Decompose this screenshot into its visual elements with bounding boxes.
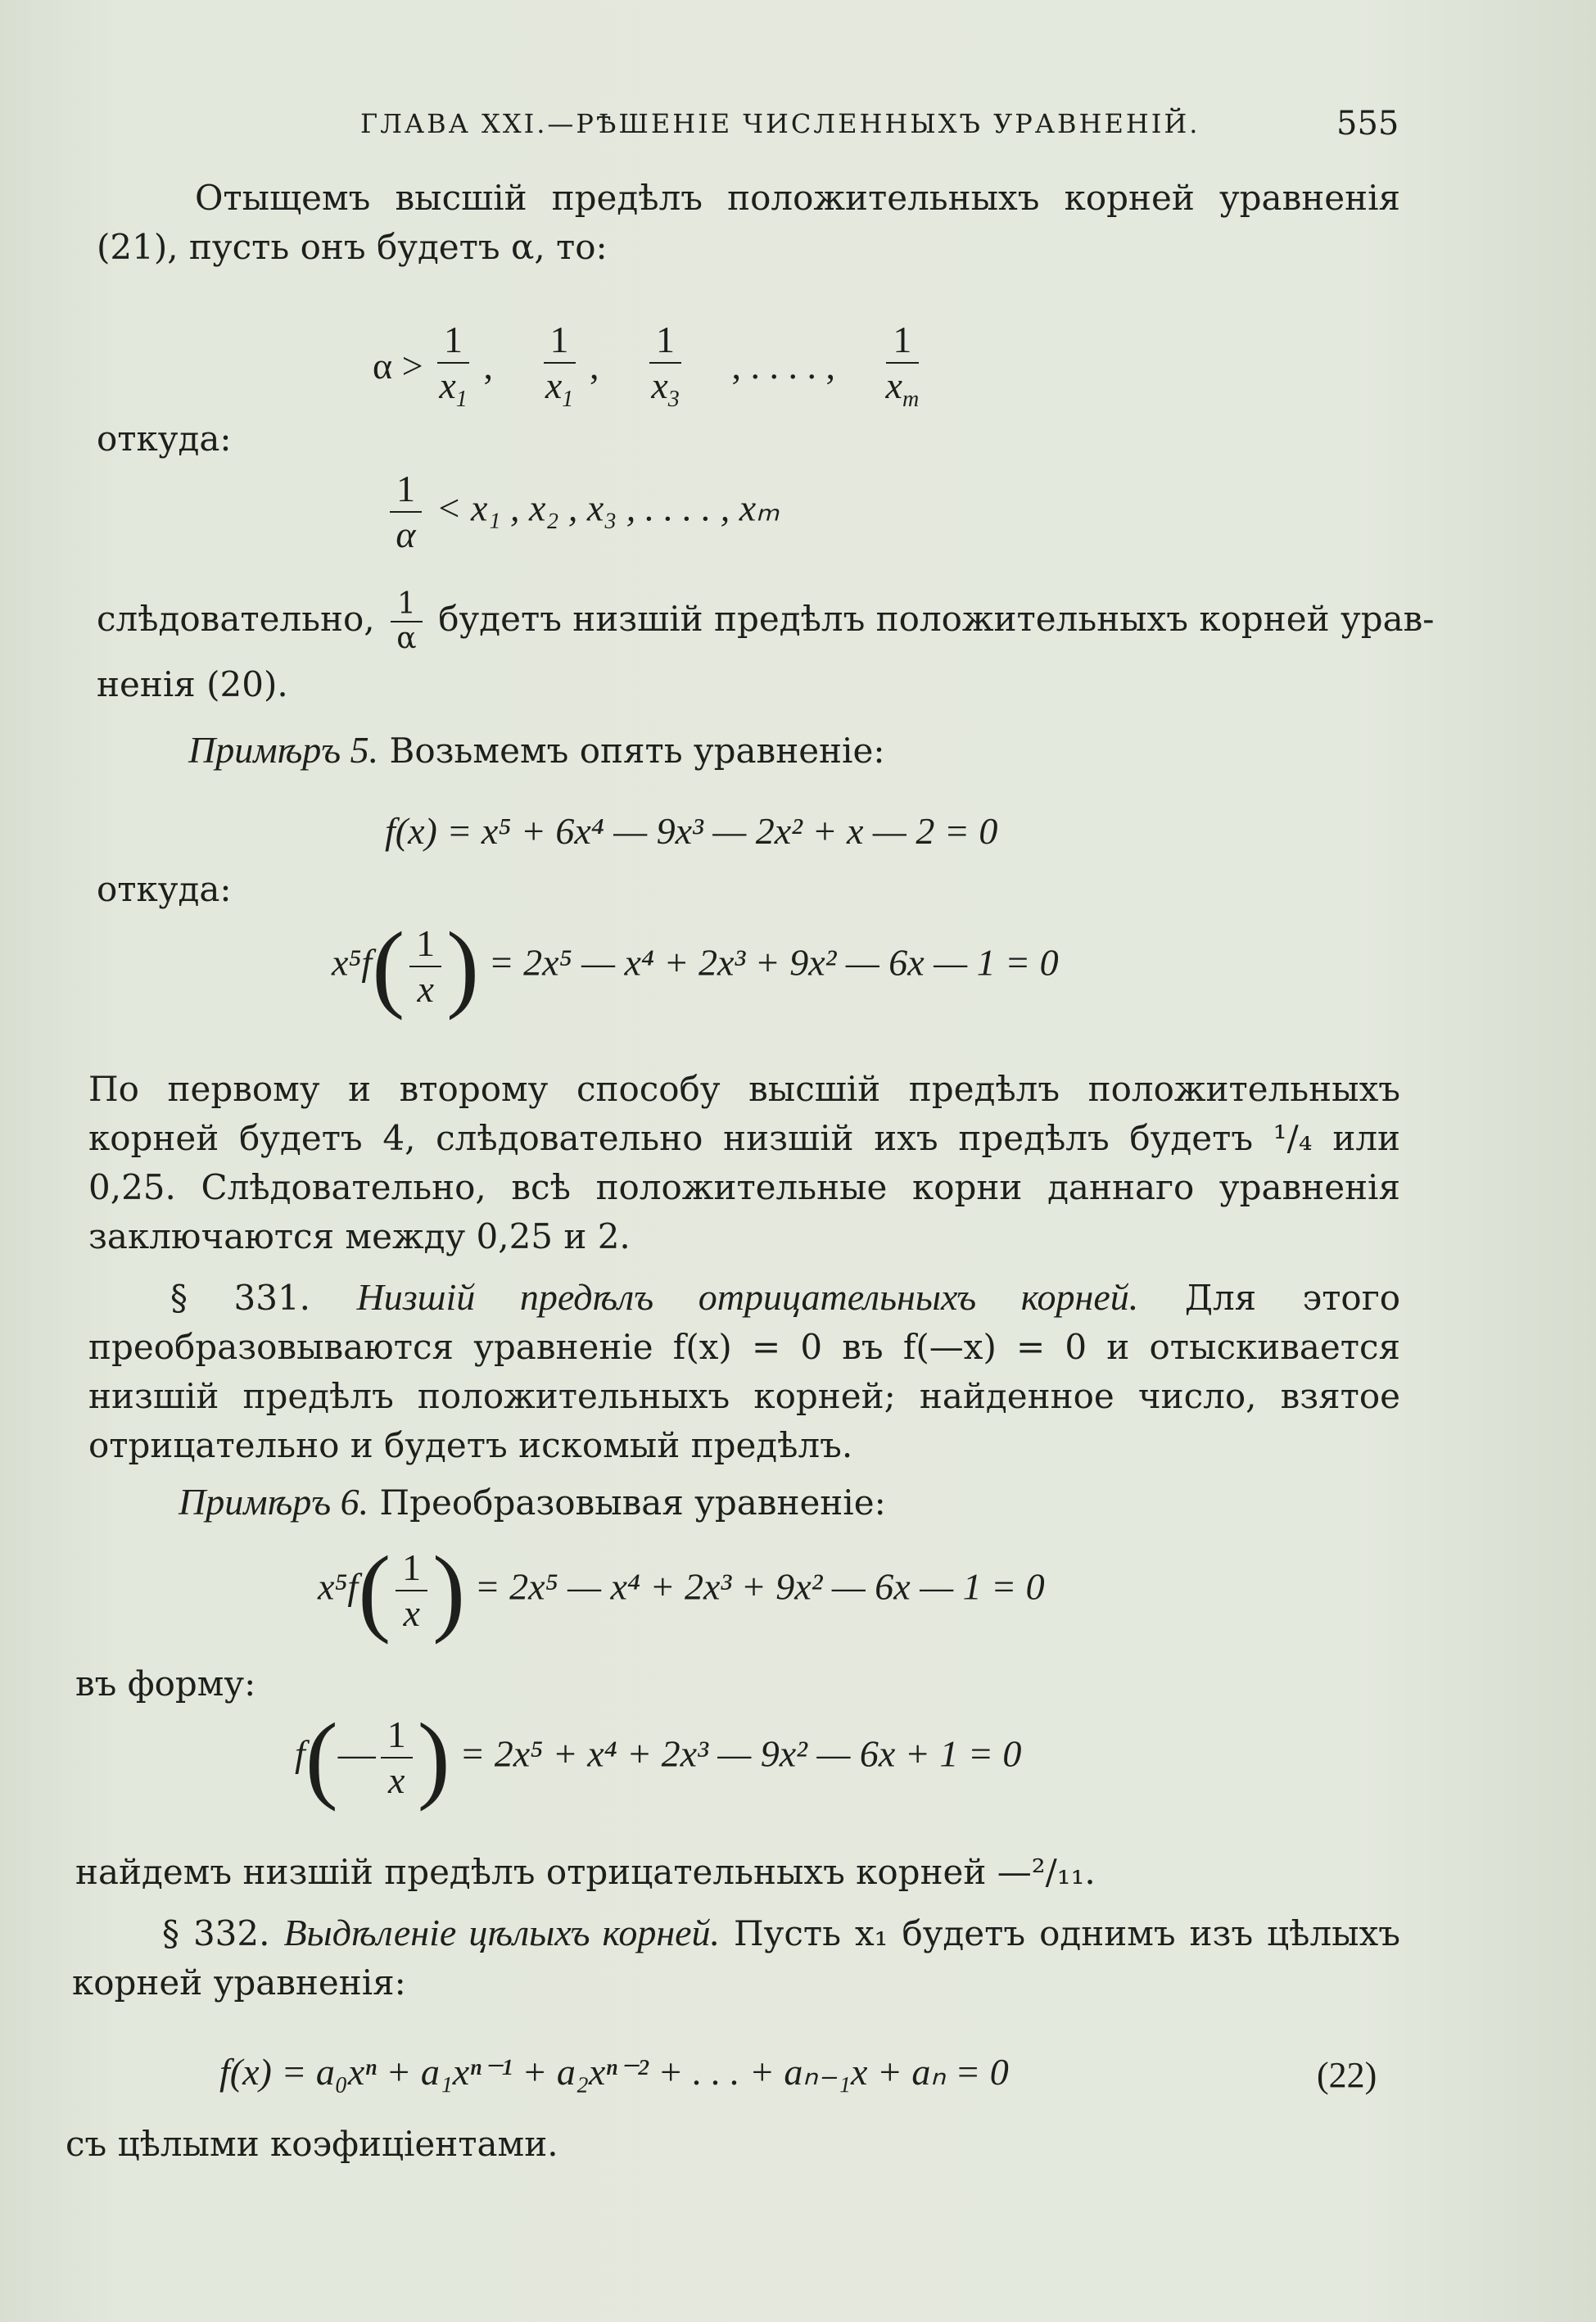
formula-general-polynomial: f(x) = a₀xⁿ + a₁xⁿ⁻¹ + a₂xⁿ⁻² + . . . + aₙ₋₁x + aₙ = 0 — [219, 2051, 1009, 2093]
paragraph-lower-limit-end: ненія (20). — [97, 664, 288, 704]
section-331: § 331. Низшій предѣлъ отрицательныхъ корней. Для этого преобразовываются уравненіе f(x) = 0 въ f(—x) = 0 и отыскивается низшій предѣлъ положительныхъ корней; найденное число, взятое отрицательно и будетъ искомый предѣлъ. — [88, 1276, 1401, 1465]
label-otkuda-1: откуда: — [97, 419, 232, 459]
paragraph-integer-coefficients: съ цѣлыми коэфиціентами. — [66, 2124, 558, 2164]
formula-negative-reciprocal: f(— $\frac{1}{x}$ ) = 2x⁵ + x⁴ + 2x³ — 9x² — 6x + 1 = 0 — [295, 1703, 1022, 1812]
paragraph-first-method: По первому и второму способу высшій предѣлъ положительныхъ корней будетъ 4, слѣдовательно низшій ихъ предѣлъ будетъ ¹/₄ или 0,25. Слѣдовательно, всѣ положительные корни даннаго уравненія заключаются между 0,25 и 2. — [88, 1069, 1400, 1256]
paragraph-upper-limit: Отыщемъ высшій предѣлъ положительныхъ корней уравненія (21), пусть онъ будетъ α, то: — [97, 178, 1400, 267]
formula-transformed-1: x⁵f( $\frac{1}{x}$ ) = 2x⁵ — x⁴ + 2x³ + 9x² — 6x — 1 = 0 — [332, 912, 1059, 1021]
running-header: ГЛАВА XXI.—РѢШЕНІЕ ЧИСЛЕННЫХЪ УРАВНЕНІЙ. — [360, 108, 1200, 139]
formula-reciprocal-alpha: $\frac{1}{\alpha}$ < x₁ , x₂ , x₃ , . . . . , xₘ — [385, 467, 780, 557]
formula-transformed-2: x⁵f( $\frac{1}{x}$ ) = 2x⁵ — x⁴ + 2x³ + 9x² — 6x — 1 = 0 — [318, 1536, 1045, 1645]
formula-f-of-x: f(x) = x⁵ + 6x⁴ — 9x³ — 2x² + x — 2 = 0 — [385, 810, 998, 852]
label-otkuda-2: откуда: — [97, 869, 232, 909]
paragraph-lower-limit: слѣдовательно, $\frac{1}{\alpha}$ будетъ низшій предѣлъ положительныхъ корней урав- — [97, 587, 1435, 655]
label-v-formu: въ форму: — [75, 1663, 256, 1704]
paragraph-negative-limit: найдемъ низшій предѣлъ отрицательныхъ корней —²/₁₁. — [75, 1852, 1096, 1892]
section-332: § 332. Выдѣленіе цѣлыхъ корней. Пусть x₁ будетъ однимъ изъ цѣлыхъ корней уравненія: — [72, 1912, 1400, 2003]
formula-alpha-bound: α > $\frac{1}{x_1}$ , $\frac{1}{x_1}$ , $\frac{1}{x_3}$ , . . . . , $\frac{1}{x_m}$ — [373, 319, 920, 412]
equation-number: (22) — [1317, 2055, 1377, 2095]
example-6-heading: Примѣръ 6. Преобразовывая уравненіе: — [179, 1481, 886, 1523]
example-5-heading: Примѣръ 5. Возьмемъ опять уравненіе: — [188, 729, 885, 771]
page-number: 555 — [1336, 105, 1399, 143]
